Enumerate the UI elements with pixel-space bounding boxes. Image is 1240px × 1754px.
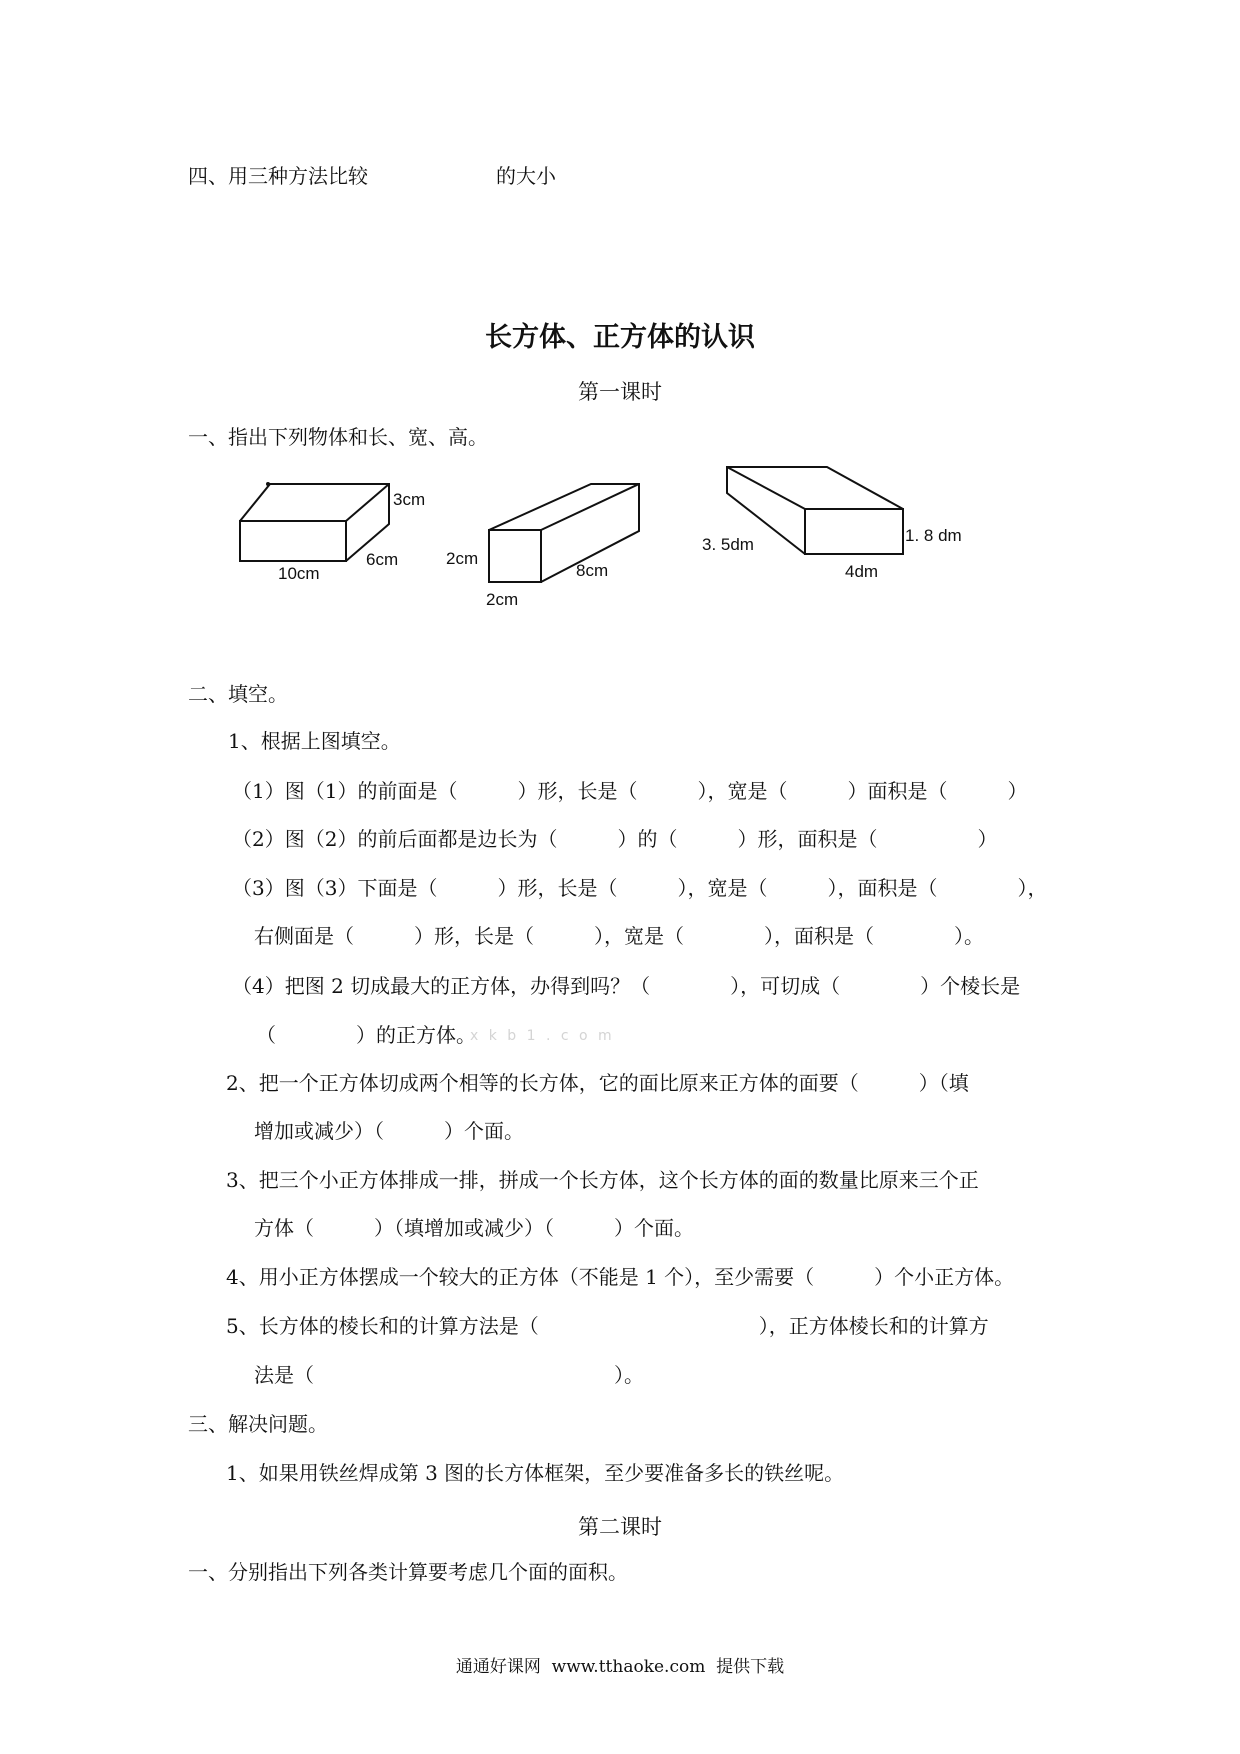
fig1-length-label: 10cm bbox=[278, 564, 320, 583]
item-2-1-line-3: （3）图（3）下面是（ ）形，长是（ ），宽是（ ），面积是（ ）， bbox=[232, 876, 1048, 900]
section-1-heading: 一、指出下列物体和长、宽、高。 bbox=[188, 425, 488, 449]
fig3-width-label: 3. 5dm bbox=[702, 535, 754, 554]
item-2-3-line-1: 3、把三个小正方体排成一排，拼成一个长方体，这个长方体的面的数量比原来三个正 bbox=[226, 1168, 979, 1192]
item-2-5-line-1: 5、长方体的棱长和的计算方法是（ ），正方体棱长和的计算方 bbox=[226, 1314, 989, 1338]
item-2-1-line-2: （2）图（2）的前后面都是边长为（ ）的（ ）形，面积是（ ） bbox=[232, 827, 998, 851]
item-2-1: 1、根据上图填空。 bbox=[228, 729, 401, 753]
fig3-length-label: 4dm bbox=[845, 562, 879, 581]
item-2-2-line-1: 2、把一个正方体切成两个相等的长方体，它的面比原来正方体的面要（ ）（填 bbox=[226, 1071, 969, 1095]
fig1-height-label: 3cm bbox=[393, 490, 426, 509]
fig2-length-label: 8cm bbox=[576, 561, 609, 580]
q4-left-text: 四、用三种方法比较 bbox=[188, 164, 368, 188]
item-2-1-line-6: （ ）的正方体。 bbox=[256, 1023, 476, 1047]
item-3-1: 1、如果用铁丝焊成第 3 图的长方体框架，至少要准备多长的铁丝呢。 bbox=[226, 1461, 845, 1485]
page-title: 长方体、正方体的认识 bbox=[485, 322, 755, 353]
section-4-heading: 一、分别指出下列各类计算要考虑几个面的面积。 bbox=[188, 1560, 628, 1584]
fig1-width-label: 6cm bbox=[366, 550, 399, 569]
item-2-1-line-1: （1）图（1）的前面是（ ）形，长是（ ），宽是（ ）面积是（ ） bbox=[232, 779, 1028, 803]
lesson-1-heading: 第一课时 bbox=[578, 380, 662, 404]
section-2-heading: 二、填空。 bbox=[188, 682, 288, 706]
q4-right-text: 的大小 bbox=[496, 164, 556, 188]
item-2-5-line-2: 法是（ ）。 bbox=[254, 1363, 644, 1387]
figure-2-cuboid bbox=[489, 484, 639, 582]
watermark-text: x k b 1 . c o m bbox=[470, 1028, 615, 1044]
lesson-2-heading: 第二课时 bbox=[578, 1515, 662, 1539]
item-2-2-line-2: 增加或减少）（ ）个面。 bbox=[254, 1119, 524, 1143]
section-3-heading: 三、解决问题。 bbox=[188, 1412, 328, 1436]
item-2-1-line-5: （4）把图 2 切成最大的正方体，办得到吗？（ ），可切成（ ）个棱长是 bbox=[232, 974, 1021, 998]
fig2-side-v-label: 2cm bbox=[446, 549, 479, 568]
fig2-side-h-label: 2cm bbox=[486, 590, 519, 609]
item-2-3-line-2: 方体（ ）（填增加或减少）（ ）个面。 bbox=[254, 1216, 694, 1240]
footer-text: 通通好课网 www.tthaoke.com 提供下载 bbox=[455, 1657, 785, 1677]
item-2-4: 4、用小正方体摆成一个较大的正方体（不能是 1 个），至少需要（ ）个小正方体。 bbox=[226, 1265, 1015, 1289]
fig3-height-label: 1. 8 dm bbox=[905, 526, 962, 545]
item-2-1-line-4: 右侧面是（ ）形，长是（ ），宽是（ ），面积是（ ）。 bbox=[254, 924, 984, 948]
